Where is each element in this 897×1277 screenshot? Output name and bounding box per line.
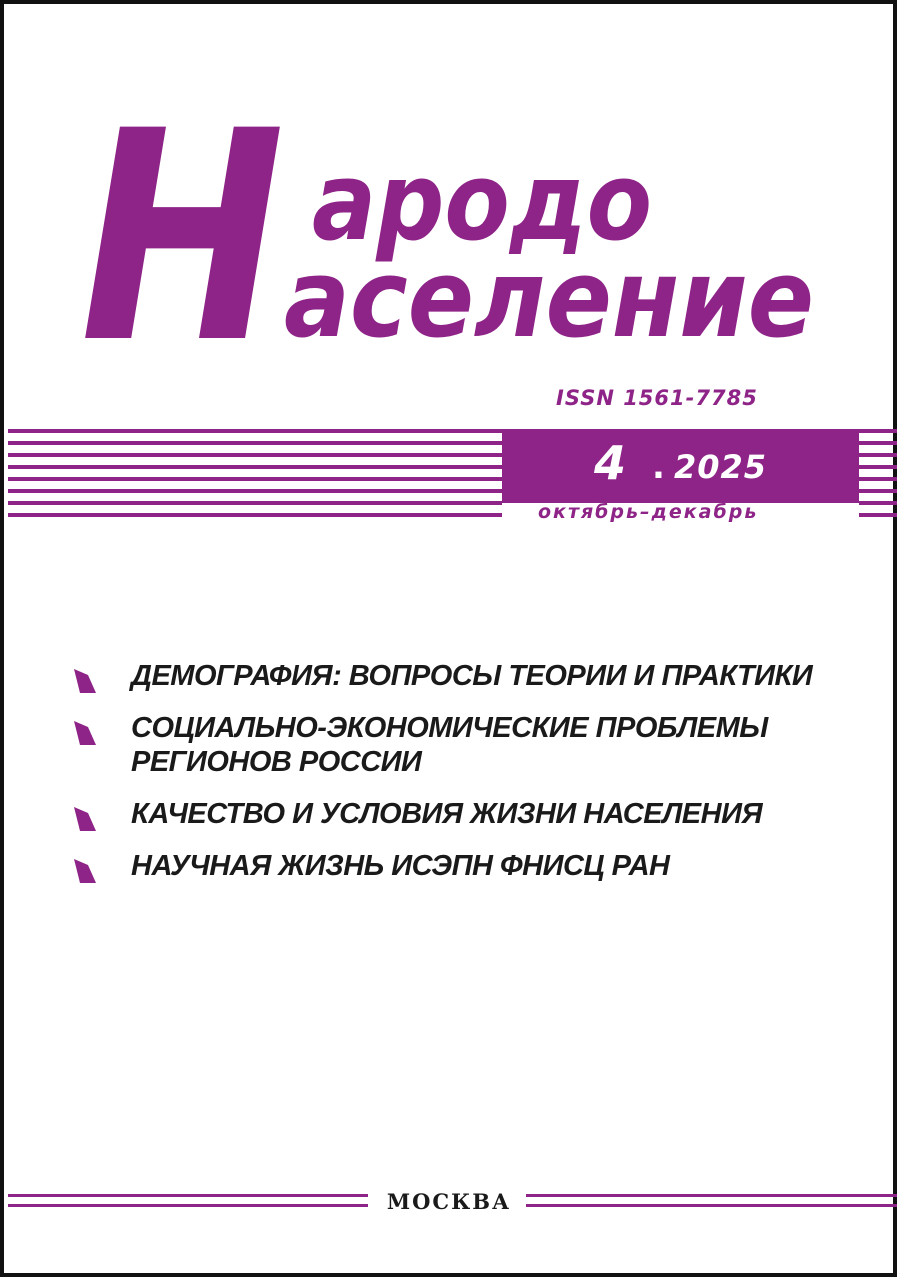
topic-label-line1: СОЦИАЛЬНО-ЭКОНОМИЧЕСКИЕ ПРОБЛЕМЫ [131,712,768,744]
issn-label: ISSN 1561-7785 [556,386,758,410]
issue-months: октябрь–декабрь [538,501,759,523]
bullet-icon [74,807,98,831]
bullet-icon [74,669,98,693]
decorative-stripes-left [8,429,502,525]
city-label: МОСКВА [386,1189,512,1214]
issue-number: 4 [594,436,627,490]
topic-label: НАУЧНАЯ ЖИЗНЬ ИСЭПН ФНИСЦ РАН [131,850,670,882]
topic-label: КАЧЕСТВО И УСЛОВИЯ ЖИЗНИ НАСЕЛЕНИЯ [131,798,763,830]
logo-initial: Н [80,114,285,364]
journal-logo [74,114,834,364]
logo-line2: аселение [284,237,814,362]
footer-line-left-top [8,1194,368,1197]
issue-box [502,429,859,503]
topic-item [74,797,854,831]
issue-year: 2025 [674,448,768,486]
bullet-icon [74,721,98,745]
topic-item [74,711,854,779]
footer-line-left-bottom [8,1204,368,1207]
decorative-stripes-right [859,429,897,525]
footer-line-right-bottom [526,1204,897,1207]
topic-label-line2: РЕГИОНОВ РОССИИ [131,746,422,778]
topic-item [74,659,854,693]
bullet-icon [74,859,98,883]
issue-separator: . [652,447,665,487]
topic-label: ДЕМОГРАФИЯ: ВОПРОСЫ ТЕОРИИ И ПРАКТИКИ [131,660,813,692]
topic-item [74,849,854,883]
footer-line-right-top [526,1194,897,1197]
logo-line1: ародо [312,140,652,265]
topics-list [74,659,854,901]
